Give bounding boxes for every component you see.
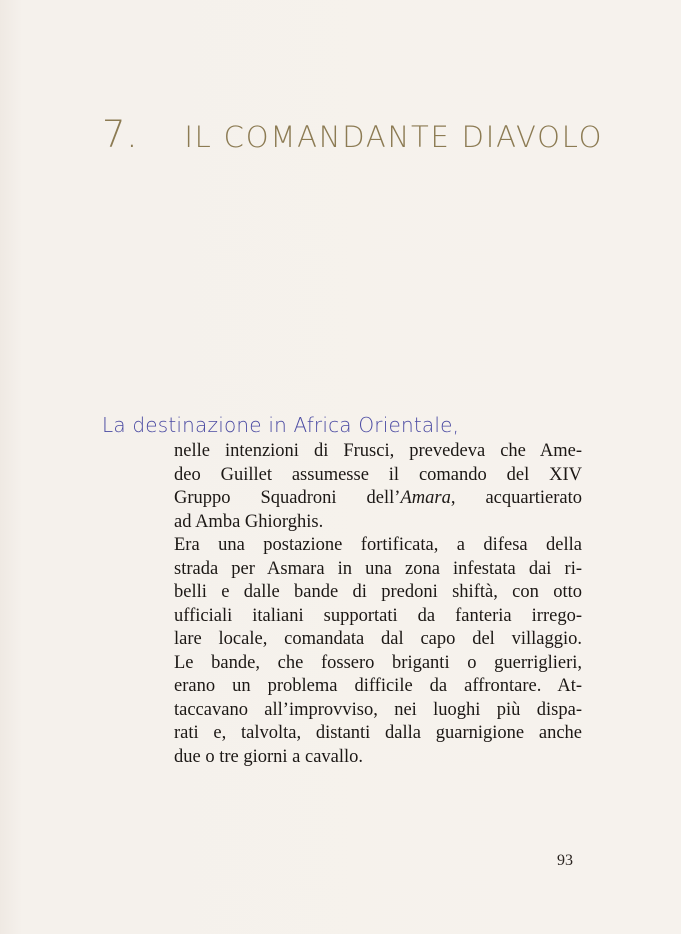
text-line: erano un problema difficile da affrontare. At- — [174, 676, 582, 696]
text-line: taccavano all’improvviso, nei luoghi più dispa- — [174, 699, 582, 720]
chapter-heading — [102, 113, 603, 156]
text-segment: , acquartierato — [450, 488, 582, 508]
text-line: belli e dalle bande di predoni shiftà, con otto — [174, 582, 582, 602]
chapter-title: IL COMANDANTE DIAVOLO — [184, 120, 604, 154]
text-line: due o tre giorni a cavallo. — [174, 746, 364, 767]
text-line: Le bande, che fossero briganti o guerriglieri, — [174, 652, 582, 673]
italic-term: Amara — [400, 488, 451, 508]
text-line: deo Guillet assumesse il comando del XIV — [174, 464, 582, 485]
text-line: lare locale, comandata dal capo del villaggio. — [174, 629, 582, 649]
text-line: Era una postazione fortificata, a difesa della — [174, 535, 582, 555]
text-segment: Gruppo Squadroni dell’ — [174, 488, 401, 508]
text-line: nelle intenzioni di Frusci, prevedeva che Ame- — [174, 441, 582, 461]
text-line: strada per Asmara in una zona infestata dai ri- — [174, 558, 582, 579]
chapter-lead-in: La destinazione in Africa Orientale, — [102, 413, 460, 437]
text-line: ad Amba Ghiorghis. — [174, 511, 324, 532]
page-number: 93 — [557, 852, 573, 869]
text-line: rati e, talvolta, distanti dalla guarnigione anche — [174, 723, 582, 743]
text-line — [174, 487, 582, 511]
chapter-number: 7. — [102, 113, 139, 156]
text-line: ufficiali italiani supportati da fanteria irrego- — [174, 605, 582, 626]
body-paragraphs — [174, 440, 582, 769]
